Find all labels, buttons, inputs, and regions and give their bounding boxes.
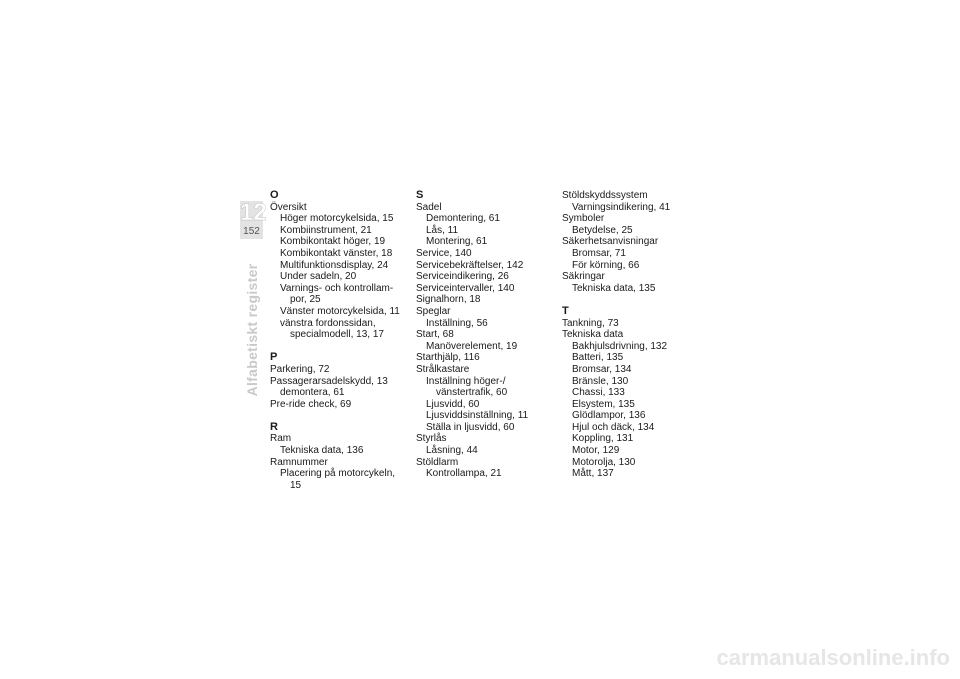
index-subentry: Placering på motorcykeln, 15 [280,468,396,491]
chapter-tab [240,199,267,239]
index-subentry: Montering, 61 [426,236,488,248]
index-group [270,352,408,410]
side-title: Alfabetiskt register [244,263,260,397]
index-subentry: Tekniska data, 136 [280,445,364,457]
index-subentry: Manöverelement, 19 [426,340,518,352]
index-term: Strålkastare [416,363,470,375]
index-subentry: Betydelse, 25 [572,224,633,236]
index-subentry: Hjul och däck, 134 [572,421,655,433]
index-term: Serviceintervaller, 140 [416,282,515,294]
index-subentry: Multifunktionsdisplay, 24 [280,259,389,271]
index-subentry: Varningsindikering, 41 [572,201,671,213]
index-term: Signalhorn, 18 [416,294,481,306]
index-column-2 [416,190,554,491]
index-subentry: Kombikontakt vänster, 18 [280,247,393,259]
index-term: Service, 140 [416,247,472,259]
index-subentry: Kombikontakt höger, 19 [280,236,386,248]
index-subentry: Motorolja, 130 [572,456,636,468]
index-term: Passagerarsadelskydd, 13 [270,375,388,387]
index-subentry: Lås, 11 [426,224,459,236]
index-subentry: Tekniska data, 135 [572,282,656,294]
index-term: Tekniska data [562,329,624,341]
index-subentry: Kombiinstrument, 21 [280,224,372,236]
index-term: Tankning, 73 [562,317,619,329]
index-term: Speglar [416,305,451,317]
index-term: Stöldskyddssystem [562,190,648,201]
watermark: carmanualsonline.info [716,645,950,670]
index-subentry: Demontering, 61 [426,213,500,225]
index-subentry: Ljusviddsinställning, 11 [426,410,529,422]
index-subentry: Bränsle, 130 [572,375,629,387]
index-subentry: Under sadeln, 20 [280,271,357,283]
index-letter: R [270,420,278,433]
index-group [562,306,702,480]
index-term: Översikt [270,201,307,213]
index-term: Serviceindikering, 26 [416,271,509,283]
index-subentry: Vänster motorcykelsida, 11 [280,305,400,317]
index-subentry: Koppling, 131 [572,433,634,445]
index-term: Ramnummer [270,456,328,468]
index-subentry: Bakhjulsdrivning, 132 [572,340,668,352]
index-group [562,190,702,294]
index-term: Parkering, 72 [270,363,330,375]
index-subentry: Varnings- och kontrollam-por, 25 [280,282,394,306]
index-term: Servicebekräftelser, 142 [416,259,524,271]
index-subentry: Låsning, 44 [426,445,478,457]
index-subentry: Motor, 129 [572,445,620,457]
index-term: Ram [270,433,292,445]
index-group [270,422,408,492]
index-subentry: Chassi, 133 [572,387,625,399]
index-column-3 [562,190,702,491]
index-group [416,190,554,480]
index-letter: T [562,304,569,317]
index-term: Pre-ride check, 69 [270,398,352,410]
index-column-1 [270,190,408,503]
index-subentry: Bromsar, 71 [572,247,626,259]
index-term: Säkringar [562,271,605,283]
index-subentry: Inställning höger-/ vänstertrafik, 60 [426,375,508,399]
index-term: Sadel [416,201,442,213]
index-subentry: Batteri, 135 [572,352,624,364]
index-subentry: demontera, 61 [280,387,345,399]
index-term: Start, 68 [416,329,454,341]
index-subentry: Elsystem, 135 [572,398,635,410]
chapter-number: 12 [240,199,267,226]
index-letter: P [270,351,278,364]
index-subentry: vänstra fordonssidan, specialmodell, 13, 17 [280,317,384,341]
index-group [270,190,408,341]
page-number: 152 [243,226,260,237]
index-subentry: För körning, 66 [572,259,640,271]
index-subentry: Bromsar, 134 [572,363,632,375]
index-term: Starthjälp, 116 [416,352,480,364]
index-term: Stöldlarm [416,456,459,468]
index-term: Styrlås [416,433,447,445]
index-subentry: Ljusvidd, 60 [426,398,480,410]
index-subentry: Glödlampor, 136 [572,410,646,422]
index-letter: O [270,189,279,201]
index-subentry: Ställa in ljusvidd, 60 [426,421,515,433]
index-term: Säkerhetsanvisningar [562,236,659,248]
index-letter: S [416,189,424,201]
index-subentry: Inställning, 56 [426,317,488,329]
index-subentry: Kontrollampa, 21 [426,468,502,480]
index-subentry: Mått, 137 [572,468,614,480]
index-subentry: Höger motorcykelsida, 15 [280,213,394,225]
index-term: Symboler [562,213,605,225]
